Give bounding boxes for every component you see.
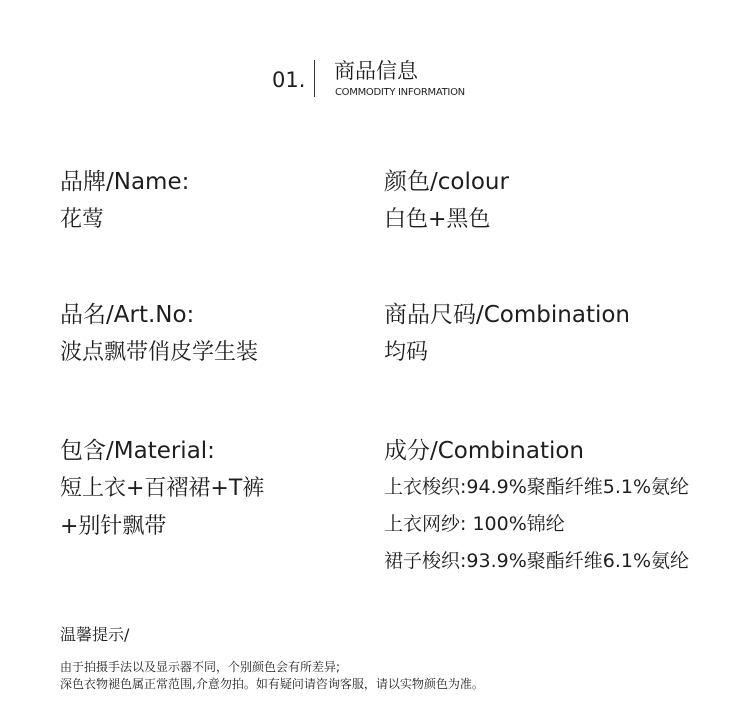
size-value: 均码 <box>384 340 429 365</box>
notice-line: 由于拍摄手法以及显示器不同，个别颜色会有所差异; <box>60 660 341 674</box>
notice-title: 温馨提示/ <box>60 625 130 644</box>
material-value-line: 短上衣+百褶裙+T裤 <box>60 476 265 501</box>
notice-line: 深色衣物褪色属正常范围,介意勿拍。如有疑问请咨询客服，请以实物颜色为准。 <box>60 677 484 691</box>
composition-line: 上衣网纱: 100%锦纶 <box>384 513 565 535</box>
section-number: 01. <box>272 68 306 92</box>
color-field <box>384 167 509 235</box>
color-value: 白色+黑色 <box>384 207 491 232</box>
brand-value: 花莺 <box>60 207 105 232</box>
section-subtitle: COMMODITY INFORMATION <box>335 87 465 98</box>
color-label: 颜色/colour <box>384 169 509 195</box>
header-divider <box>314 60 315 97</box>
section-title: 商品信息 <box>334 59 418 83</box>
brand-field <box>60 167 189 235</box>
art-no-label: 品名/Art.No: <box>60 302 195 328</box>
art-no-value: 波点飘带俏皮学生装 <box>60 340 259 365</box>
size-label: 商品尺码/Combination <box>384 302 631 328</box>
size-field <box>384 300 630 368</box>
composition-label: 成分/Combination <box>384 438 585 464</box>
material-value-line: +别针飘带 <box>60 514 167 539</box>
composition-field <box>384 436 689 586</box>
brand-label: 品牌/Name: <box>60 169 190 195</box>
material-field <box>60 436 264 542</box>
composition-list <box>384 475 689 586</box>
art-no-field <box>60 300 258 368</box>
material-label: 包含/Material: <box>60 438 215 464</box>
composition-line: 裙子梭织:93.9%聚酯纤维6.1%氨纶 <box>384 550 690 572</box>
composition-line: 上衣梭织:94.9%聚酯纤维5.1%氨纶 <box>384 476 690 498</box>
